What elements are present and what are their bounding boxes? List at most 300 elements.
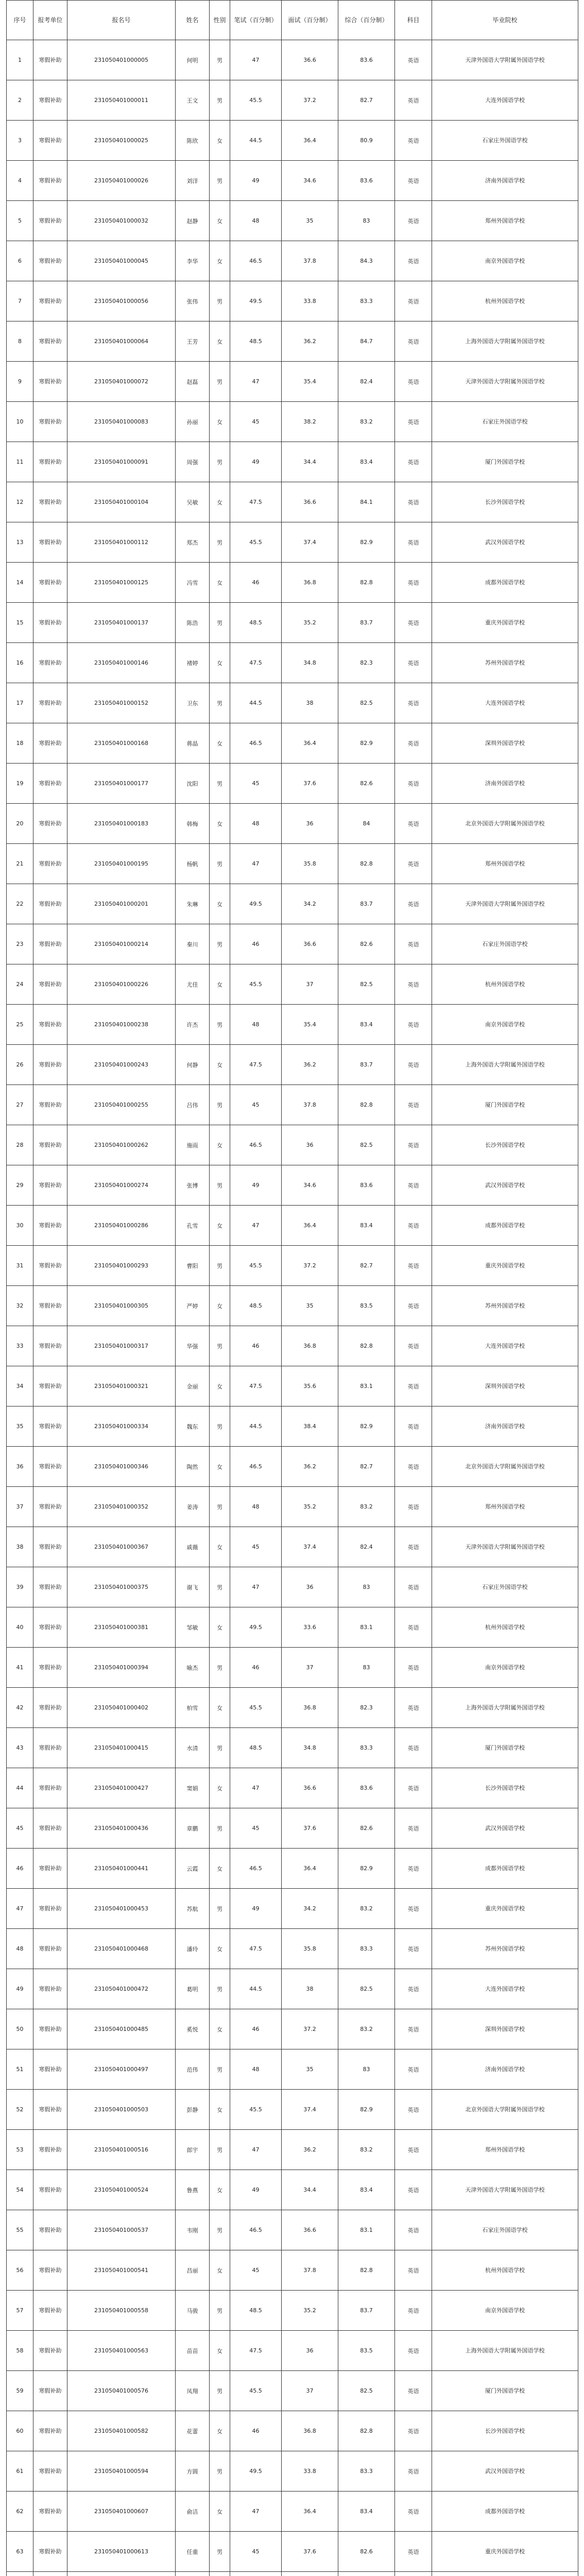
gender-cell: 男 bbox=[210, 1648, 230, 1688]
row-index: 35 bbox=[7, 1406, 33, 1447]
written-score-cell: 46.5 bbox=[230, 723, 282, 764]
gender-cell: 女 bbox=[210, 402, 230, 442]
interview-score-cell: 36.8 bbox=[282, 563, 338, 603]
total-score-cell: 83.4 bbox=[338, 2170, 395, 2210]
name-cell: 苏航 bbox=[176, 1889, 210, 1929]
reg-number-cell: 231050401000201 bbox=[67, 884, 176, 924]
total-score-cell bbox=[338, 2572, 395, 2576]
name-cell: 孙丽 bbox=[176, 402, 210, 442]
school-cell: 大连外国语学校 bbox=[432, 1326, 578, 1366]
interview-score-cell: 35.4 bbox=[282, 362, 338, 402]
column-header: 综合（百分制） bbox=[338, 1, 395, 40]
interview-score-cell: 37 bbox=[282, 2371, 338, 2411]
school-cell: 大连外国语学校 bbox=[432, 683, 578, 723]
written-score-cell: 48.5 bbox=[230, 1728, 282, 1768]
school-cell: 厦门外国语学校 bbox=[432, 2371, 578, 2411]
table-row bbox=[7, 804, 578, 844]
subject-cell: 英语 bbox=[395, 1045, 432, 1085]
row-index: 62 bbox=[7, 2492, 33, 2532]
subject-cell: 英语 bbox=[395, 201, 432, 241]
gender-cell: 女 bbox=[210, 1447, 230, 1487]
written-score-cell: 45.5 bbox=[230, 80, 282, 121]
gender-cell: 男 bbox=[210, 2451, 230, 2492]
subject-cell: 英语 bbox=[395, 804, 432, 844]
gender-cell: 女 bbox=[210, 241, 230, 281]
row-index: 10 bbox=[7, 402, 33, 442]
table-row bbox=[7, 80, 578, 121]
subject-cell: 英语 bbox=[395, 2371, 432, 2411]
gender-cell: 男 bbox=[210, 1326, 230, 1366]
gender-cell: 女 bbox=[210, 2492, 230, 2532]
gender-cell: 男 bbox=[210, 1487, 230, 1527]
name-cell: 彭静 bbox=[176, 2090, 210, 2130]
unit-cell: 寒假补助 bbox=[33, 2009, 67, 2049]
interview-score-cell: 36.6 bbox=[282, 40, 338, 80]
school-cell: 厦门外国语学校 bbox=[432, 1085, 578, 1125]
written-score-cell: 47 bbox=[230, 362, 282, 402]
table-row bbox=[7, 964, 578, 1005]
table-row bbox=[7, 2572, 578, 2576]
total-score-cell: 83.4 bbox=[338, 442, 395, 482]
reg-number-cell: 231050401000011 bbox=[67, 80, 176, 121]
reg-number-cell: 231050401000104 bbox=[67, 482, 176, 522]
name-cell: 邹敏 bbox=[176, 1607, 210, 1648]
column-header: 毕业院校 bbox=[432, 1, 578, 40]
total-score-cell: 82.6 bbox=[338, 924, 395, 964]
name-cell: 水清 bbox=[176, 1728, 210, 1768]
school-cell: 长沙外国语学校 bbox=[432, 2411, 578, 2451]
unit-cell: 寒假补助 bbox=[33, 1849, 67, 1889]
total-score-cell: 83.1 bbox=[338, 1366, 395, 1406]
subject-cell: 英语 bbox=[395, 2250, 432, 2291]
row-index: 17 bbox=[7, 683, 33, 723]
subject-cell: 英语 bbox=[395, 2049, 432, 2090]
written-score-cell: 44.5 bbox=[230, 121, 282, 161]
name-cell: 昌丽 bbox=[176, 2250, 210, 2291]
total-score-cell: 83 bbox=[338, 201, 395, 241]
table-row bbox=[7, 2049, 578, 2090]
reg-number-cell: 231050401000375 bbox=[67, 1567, 176, 1607]
subject-cell: 英语 bbox=[395, 2411, 432, 2451]
school-cell: 石家庄外国语学校 bbox=[432, 1567, 578, 1607]
unit-cell: 寒假补助 bbox=[33, 1005, 67, 1045]
name-cell: 吴敏 bbox=[176, 482, 210, 522]
school-cell: 天津外国语大学附属外国语学校 bbox=[432, 884, 578, 924]
subject-cell: 英语 bbox=[395, 2009, 432, 2049]
total-score-cell: 84.1 bbox=[338, 482, 395, 522]
table-row bbox=[7, 1246, 578, 1286]
written-score-cell: 47 bbox=[230, 1768, 282, 1808]
written-score-cell: 49 bbox=[230, 161, 282, 201]
name-cell: 张博 bbox=[176, 1165, 210, 1206]
total-score-cell: 82.5 bbox=[338, 1969, 395, 2009]
reg-number-cell: 231050401000226 bbox=[67, 964, 176, 1005]
unit-cell: 寒假补助 bbox=[33, 1447, 67, 1487]
row-index: 51 bbox=[7, 2049, 33, 2090]
row-index: 39 bbox=[7, 1567, 33, 1607]
subject-cell: 英语 bbox=[395, 683, 432, 723]
interview-score-cell: 36.8 bbox=[282, 1688, 338, 1728]
school-cell: 成都外国语学校 bbox=[432, 563, 578, 603]
reg-number-cell: 231050401000352 bbox=[67, 1487, 176, 1527]
row-index: 21 bbox=[7, 844, 33, 884]
table-row bbox=[7, 1447, 578, 1487]
school-cell: 成都外国语学校 bbox=[432, 1206, 578, 1246]
subject-cell: 英语 bbox=[395, 2090, 432, 2130]
gender-cell: 男 bbox=[210, 442, 230, 482]
subject-cell: 英语 bbox=[395, 402, 432, 442]
subject-cell: 英语 bbox=[395, 241, 432, 281]
gender-cell: 男 bbox=[210, 281, 230, 321]
unit-cell: 寒假补助 bbox=[33, 1246, 67, 1286]
subject-cell: 英语 bbox=[395, 643, 432, 683]
unit-cell: 寒假补助 bbox=[33, 161, 67, 201]
interview-score-cell: 36.8 bbox=[282, 2411, 338, 2451]
name-cell: 孔雪 bbox=[176, 1206, 210, 1246]
interview-score-cell: 37.4 bbox=[282, 1527, 338, 1567]
row-index: 9 bbox=[7, 362, 33, 402]
interview-score-cell: 36 bbox=[282, 804, 338, 844]
unit-cell: 寒假补助 bbox=[33, 1366, 67, 1406]
school-cell: 济南外国语学校 bbox=[432, 1406, 578, 1447]
table-row bbox=[7, 1125, 578, 1165]
total-score-cell: 82.3 bbox=[338, 1688, 395, 1728]
written-score-cell: 48 bbox=[230, 1487, 282, 1527]
school-cell: 苏州外国语学校 bbox=[432, 1286, 578, 1326]
name-cell: 郎宇 bbox=[176, 2130, 210, 2170]
total-score-cell: 83 bbox=[338, 2049, 395, 2090]
name-cell: 朱琳 bbox=[176, 884, 210, 924]
row-index: 52 bbox=[7, 2090, 33, 2130]
table-row bbox=[7, 723, 578, 764]
row-index: 12 bbox=[7, 482, 33, 522]
total-score-cell: 82.7 bbox=[338, 80, 395, 121]
total-score-cell: 83.6 bbox=[338, 40, 395, 80]
subject-cell: 英语 bbox=[395, 1246, 432, 1286]
reg-number-cell: 231050401000402 bbox=[67, 1688, 176, 1728]
unit-cell: 寒假补助 bbox=[33, 1648, 67, 1688]
row-index: 11 bbox=[7, 442, 33, 482]
gender-cell: 女 bbox=[210, 1527, 230, 1567]
row-index: 55 bbox=[7, 2210, 33, 2250]
written-score-cell: 47.5 bbox=[230, 2331, 282, 2371]
interview-score-cell: 36.2 bbox=[282, 2130, 338, 2170]
row-index: 22 bbox=[7, 884, 33, 924]
unit-cell: 寒假补助 bbox=[33, 804, 67, 844]
written-score-cell: 49.5 bbox=[230, 2451, 282, 2492]
unit-cell: 寒假补助 bbox=[33, 2371, 67, 2411]
total-score-cell: 82.9 bbox=[338, 1406, 395, 1447]
subject-cell: 英语 bbox=[395, 482, 432, 522]
row-index: 29 bbox=[7, 1165, 33, 1206]
unit-cell: 寒假补助 bbox=[33, 1567, 67, 1607]
reg-number-cell: 231050401000238 bbox=[67, 1005, 176, 1045]
table-row bbox=[7, 362, 578, 402]
gender-cell: 女 bbox=[210, 1929, 230, 1969]
gender-cell: 女 bbox=[210, 1286, 230, 1326]
reg-number-cell: 231050401000243 bbox=[67, 1045, 176, 1085]
total-score-cell: 82.9 bbox=[338, 1849, 395, 1889]
school-cell: 武汉外国语学校 bbox=[432, 2451, 578, 2492]
subject-cell: 英语 bbox=[395, 362, 432, 402]
school-cell: 杭州外国语学校 bbox=[432, 281, 578, 321]
name-cell: 潘玲 bbox=[176, 1929, 210, 1969]
table-row bbox=[7, 2331, 578, 2371]
table-row bbox=[7, 2532, 578, 2572]
total-score-cell: 82.5 bbox=[338, 964, 395, 1005]
table-row bbox=[7, 1085, 578, 1125]
name-cell: 沈阳 bbox=[176, 764, 210, 804]
total-score-cell: 82.9 bbox=[338, 723, 395, 764]
table-row bbox=[7, 161, 578, 201]
name-cell: 陈欣 bbox=[176, 121, 210, 161]
gender-cell: 男 bbox=[210, 2210, 230, 2250]
subject-cell: 英语 bbox=[395, 723, 432, 764]
school-cell: 郑州外国语学校 bbox=[432, 2130, 578, 2170]
row-index: 19 bbox=[7, 764, 33, 804]
interview-score-cell: 35.2 bbox=[282, 1487, 338, 1527]
subject-cell: 英语 bbox=[395, 2170, 432, 2210]
unit-cell: 寒假补助 bbox=[33, 884, 67, 924]
school-cell: 上海外国语大学附属外国语学校 bbox=[432, 1045, 578, 1085]
gender-cell: 女 bbox=[210, 2090, 230, 2130]
interview-score-cell: 35 bbox=[282, 201, 338, 241]
table-row bbox=[7, 1326, 578, 1366]
interview-score-cell: 38 bbox=[282, 1969, 338, 2009]
reg-number-cell: 231050401000563 bbox=[67, 2331, 176, 2371]
total-score-cell: 83 bbox=[338, 1567, 395, 1607]
interview-score-cell: 34.6 bbox=[282, 161, 338, 201]
subject-cell: 英语 bbox=[395, 1969, 432, 2009]
unit-cell: 寒假补助 bbox=[33, 1165, 67, 1206]
total-score-cell: 82.9 bbox=[338, 2090, 395, 2130]
name-cell: 蒋晶 bbox=[176, 723, 210, 764]
subject-cell: 英语 bbox=[395, 2130, 432, 2170]
row-index: 31 bbox=[7, 1246, 33, 1286]
name-cell: 陶然 bbox=[176, 1447, 210, 1487]
total-score-cell: 83.2 bbox=[338, 1487, 395, 1527]
row-index: 40 bbox=[7, 1607, 33, 1648]
table-row bbox=[7, 1366, 578, 1406]
written-score-cell: 49 bbox=[230, 1889, 282, 1929]
written-score-cell: 46.5 bbox=[230, 241, 282, 281]
school-cell: 郑州外国语学校 bbox=[432, 1487, 578, 1527]
reg-number-cell: 231050401000005 bbox=[67, 40, 176, 80]
reg-number-cell: 231050401000524 bbox=[67, 2170, 176, 2210]
interview-score-cell: 38.2 bbox=[282, 402, 338, 442]
subject-cell: 英语 bbox=[395, 1648, 432, 1688]
gender-cell: 女 bbox=[210, 1045, 230, 1085]
row-index: 61 bbox=[7, 2451, 33, 2492]
reg-number-cell: 231050401000594 bbox=[67, 2451, 176, 2492]
written-score-cell: 49 bbox=[230, 1165, 282, 1206]
interview-score-cell: 37.8 bbox=[282, 241, 338, 281]
subject-cell: 英语 bbox=[395, 1406, 432, 1447]
gender-cell: 女 bbox=[210, 884, 230, 924]
written-score-cell: 45 bbox=[230, 402, 282, 442]
name-cell: 周强 bbox=[176, 442, 210, 482]
row-index: 8 bbox=[7, 321, 33, 362]
written-score-cell: 46 bbox=[230, 2411, 282, 2451]
interview-score-cell: 36.4 bbox=[282, 121, 338, 161]
interview-score-cell: 36.8 bbox=[282, 1326, 338, 1366]
row-index: 3 bbox=[7, 121, 33, 161]
unit-cell: 寒假补助 bbox=[33, 362, 67, 402]
reg-number-cell: 231050401000346 bbox=[67, 1447, 176, 1487]
gender-cell: 男 bbox=[210, 1085, 230, 1125]
interview-score-cell: 37.2 bbox=[282, 2009, 338, 2049]
table-row bbox=[7, 482, 578, 522]
written-score-cell: 48.5 bbox=[230, 1286, 282, 1326]
unit-cell: 寒假补助 bbox=[33, 1085, 67, 1125]
name-cell: 杨帆 bbox=[176, 844, 210, 884]
gender-cell: 女 bbox=[210, 643, 230, 683]
school-cell: 苏州外国语学校 bbox=[432, 643, 578, 683]
subject-cell: 英语 bbox=[395, 844, 432, 884]
written-score-cell: 44.5 bbox=[230, 683, 282, 723]
reg-number-cell: 231050401000541 bbox=[67, 2250, 176, 2291]
name-cell: 陈浩 bbox=[176, 603, 210, 643]
table-row bbox=[7, 1567, 578, 1607]
gender-cell: 女 bbox=[210, 1125, 230, 1165]
interview-score-cell: 35.2 bbox=[282, 2291, 338, 2331]
name-cell: 褚婷 bbox=[176, 643, 210, 683]
total-score-cell: 83.7 bbox=[338, 2291, 395, 2331]
name-cell: 俞洁 bbox=[176, 2492, 210, 2532]
subject-cell: 英语 bbox=[395, 1728, 432, 1768]
total-score-cell: 83 bbox=[338, 1648, 395, 1688]
table-row bbox=[7, 1487, 578, 1527]
row-index: 53 bbox=[7, 2130, 33, 2170]
written-score-cell: 44.5 bbox=[230, 1969, 282, 2009]
school-cell: 石家庄外国语学校 bbox=[432, 924, 578, 964]
unit-cell: 寒假补助 bbox=[33, 764, 67, 804]
interview-score-cell: 35.4 bbox=[282, 1005, 338, 1045]
gender-cell: 男 bbox=[210, 2532, 230, 2572]
interview-score-cell: 35 bbox=[282, 2049, 338, 2090]
row-index: 36 bbox=[7, 1447, 33, 1487]
row-index: 41 bbox=[7, 1648, 33, 1688]
name-cell: 冯雪 bbox=[176, 563, 210, 603]
name-cell: 秦川 bbox=[176, 924, 210, 964]
written-score-cell: 48 bbox=[230, 201, 282, 241]
school-cell: 济南外国语学校 bbox=[432, 2049, 578, 2090]
reg-number-cell: 231050401000607 bbox=[67, 2492, 176, 2532]
interview-score-cell: 36 bbox=[282, 1567, 338, 1607]
unit-cell: 寒假补助 bbox=[33, 1125, 67, 1165]
subject-cell: 英语 bbox=[395, 2492, 432, 2532]
gender-cell: 女 bbox=[210, 2170, 230, 2210]
row-index: 44 bbox=[7, 1768, 33, 1808]
written-score-cell: 45 bbox=[230, 764, 282, 804]
table-row bbox=[7, 1206, 578, 1246]
reg-number-cell: 231050401000472 bbox=[67, 1969, 176, 2009]
school-cell: 上海外国语大学附属外国语学校 bbox=[432, 321, 578, 362]
row-index: 7 bbox=[7, 281, 33, 321]
total-score-cell: 82.8 bbox=[338, 1326, 395, 1366]
interview-score-cell: 36.2 bbox=[282, 1447, 338, 1487]
unit-cell: 寒假补助 bbox=[33, 643, 67, 683]
school-cell: 成都外国语学校 bbox=[432, 2492, 578, 2532]
unit-cell: 寒假补助 bbox=[33, 1607, 67, 1648]
total-score-cell: 83.1 bbox=[338, 2210, 395, 2250]
reg-number-cell: 231050401000032 bbox=[67, 201, 176, 241]
gender-cell: 男 bbox=[210, 40, 230, 80]
row-index: 49 bbox=[7, 1969, 33, 2009]
row-index: 45 bbox=[7, 1808, 33, 1849]
unit-cell: 寒假补助 bbox=[33, 281, 67, 321]
interview-score-cell: 34.4 bbox=[282, 2170, 338, 2210]
total-score-cell: 83.1 bbox=[338, 1607, 395, 1648]
written-score-cell: 45 bbox=[230, 2250, 282, 2291]
row-index: 28 bbox=[7, 1125, 33, 1165]
table-row bbox=[7, 764, 578, 804]
interview-score-cell: 37.6 bbox=[282, 764, 338, 804]
school-cell: 厦门外国语学校 bbox=[432, 1728, 578, 1768]
interview-score-cell: 36.2 bbox=[282, 1045, 338, 1085]
row-index: 34 bbox=[7, 1366, 33, 1406]
school-cell: 天津外国语大学附属外国语学校 bbox=[432, 2170, 578, 2210]
column-header: 序号 bbox=[7, 1, 33, 40]
interview-score-cell: 38.4 bbox=[282, 1406, 338, 1447]
interview-score-cell: 33.6 bbox=[282, 1607, 338, 1648]
school-cell: 苏州外国语学校 bbox=[432, 1929, 578, 1969]
written-score-cell: 45.5 bbox=[230, 964, 282, 1005]
subject-cell: 英语 bbox=[395, 884, 432, 924]
gender-cell: 男 bbox=[210, 1165, 230, 1206]
gender-cell: 男 bbox=[210, 764, 230, 804]
interview-score-cell: 36.4 bbox=[282, 723, 338, 764]
interview-score-cell: 37.8 bbox=[282, 1085, 338, 1125]
subject-cell: 英语 bbox=[395, 1286, 432, 1326]
row-index: 42 bbox=[7, 1688, 33, 1728]
reg-number-cell: 231050401000497 bbox=[67, 2049, 176, 2090]
name-cell: 王芳 bbox=[176, 321, 210, 362]
name-cell: 张伟 bbox=[176, 281, 210, 321]
written-score-cell: 45.5 bbox=[230, 2371, 282, 2411]
gender-cell: 男 bbox=[210, 683, 230, 723]
total-score-cell: 82.5 bbox=[338, 683, 395, 723]
table-row bbox=[7, 522, 578, 563]
total-score-cell: 82.8 bbox=[338, 844, 395, 884]
total-score-cell: 83.7 bbox=[338, 884, 395, 924]
gender-cell: 女 bbox=[210, 2331, 230, 2371]
written-score-cell: 46.5 bbox=[230, 1849, 282, 1889]
school-cell: 深圳外国语学校 bbox=[432, 2009, 578, 2049]
school-cell: 北京外国语大学附属外国语学校 bbox=[432, 804, 578, 844]
written-score-cell: 47 bbox=[230, 2492, 282, 2532]
name-cell: 柏雪 bbox=[176, 1688, 210, 1728]
reg-number-cell: 231050401000286 bbox=[67, 1206, 176, 1246]
subject-cell: 英语 bbox=[395, 2532, 432, 2572]
gender-cell: 男 bbox=[210, 2371, 230, 2411]
school-cell: 天津外国语大学附属外国语学校 bbox=[432, 40, 578, 80]
row-index: 26 bbox=[7, 1045, 33, 1085]
row-index: 5 bbox=[7, 201, 33, 241]
subject-cell: 英语 bbox=[395, 2451, 432, 2492]
row-index: 43 bbox=[7, 1728, 33, 1768]
written-score-cell: 48.5 bbox=[230, 321, 282, 362]
reg-number-cell: 231050401000305 bbox=[67, 1286, 176, 1326]
table-row bbox=[7, 1648, 578, 1688]
gender-cell: 男 bbox=[210, 522, 230, 563]
subject-cell: 英语 bbox=[395, 2210, 432, 2250]
gender-cell: 男 bbox=[210, 80, 230, 121]
row-index: 60 bbox=[7, 2411, 33, 2451]
gender-cell: 女 bbox=[210, 1366, 230, 1406]
written-score-cell: 47.5 bbox=[230, 482, 282, 522]
row-index: 50 bbox=[7, 2009, 33, 2049]
